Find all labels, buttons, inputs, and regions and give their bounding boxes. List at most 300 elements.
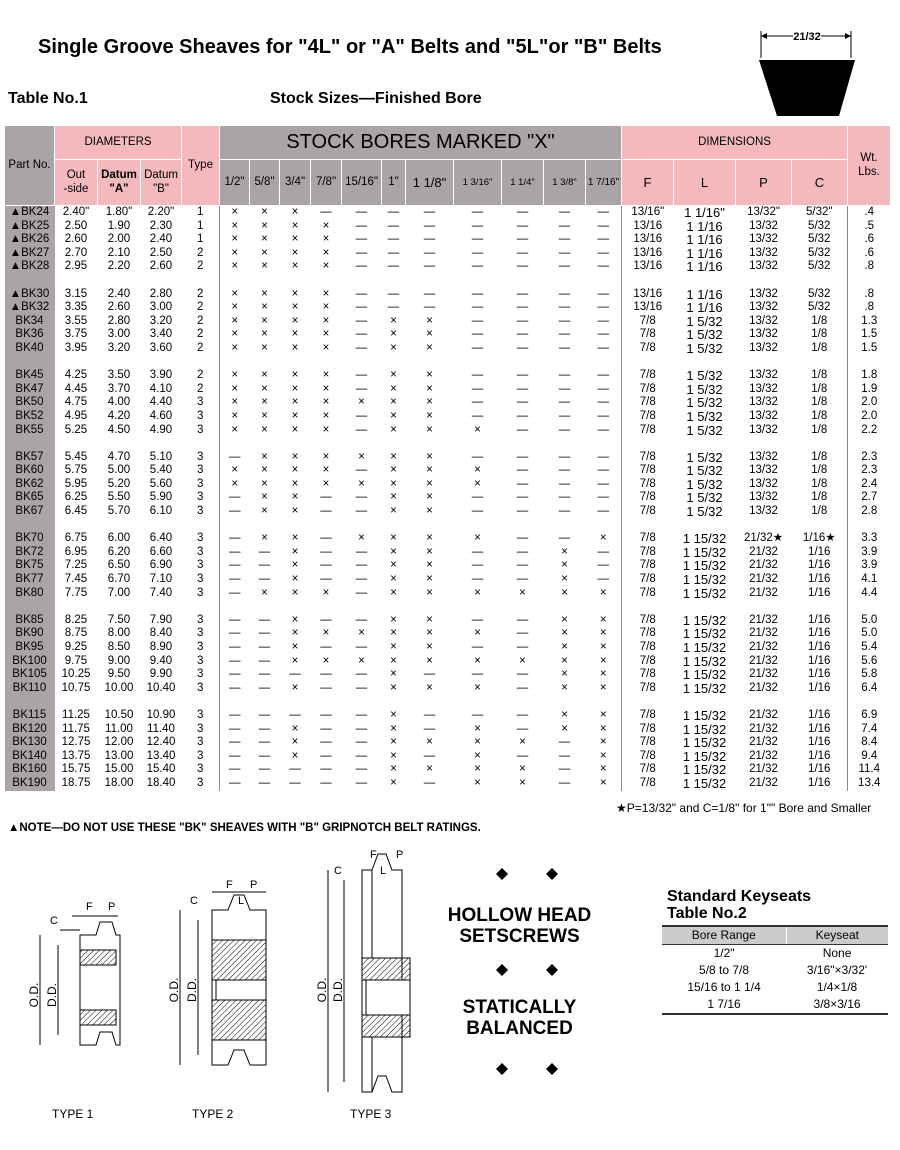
- table-cell: 2.2: [848, 424, 891, 438]
- table-cell: —: [558, 369, 571, 382]
- table-row: [5, 328, 891, 342]
- table-cell: 1/16: [808, 627, 831, 640]
- table-cell: —: [558, 736, 571, 749]
- table-cell: 1 15/32: [682, 708, 727, 723]
- table-cell: —: [597, 464, 609, 477]
- table-cell: 1 5/32: [686, 450, 723, 465]
- table-cell: —: [355, 708, 368, 721]
- table-cell: —: [516, 246, 529, 259]
- table-cell: —: [516, 382, 529, 395]
- table-cell: ×: [261, 287, 268, 300]
- table-cell: 1 5/32: [686, 369, 723, 383]
- table-cell: —: [220, 777, 250, 791]
- table-cell: ×: [322, 301, 330, 314]
- table-cell: —: [597, 219, 609, 232]
- type3-label: TYPE 3: [350, 1107, 392, 1121]
- table-cell: —: [558, 314, 571, 327]
- table-cell: 1.80": [105, 206, 133, 218]
- table-cell: —: [516, 396, 529, 409]
- table-cell: —: [220, 587, 250, 601]
- table-row: [5, 410, 891, 424]
- table-cell: 7/8: [622, 369, 674, 383]
- table-cell: ×: [390, 668, 397, 681]
- table-number: Table No.1: [8, 90, 88, 107]
- table-cell: ×: [220, 342, 250, 356]
- table-cell: ×: [322, 654, 330, 667]
- table-cell: 12.00: [104, 736, 134, 749]
- table-cell: 1 1/16: [686, 287, 723, 302]
- table-cell: ×: [426, 382, 433, 395]
- table-cell: —: [516, 708, 529, 721]
- header-bore: 1/2": [220, 160, 250, 206]
- table-cell: 1/8: [811, 505, 828, 518]
- table-cell: 9.50: [107, 668, 131, 681]
- table-cell: —: [558, 505, 571, 518]
- header-part-no: Part No.: [5, 126, 55, 206]
- table-cell: 5.6: [848, 655, 891, 669]
- bore-range-cell: 1/2": [713, 946, 735, 960]
- table-cell: ×: [426, 423, 433, 436]
- part-number-cell: BK47: [5, 383, 55, 397]
- row-spacer: [5, 519, 891, 533]
- table-cell: 7/8: [622, 464, 674, 478]
- table-cell: —: [220, 655, 250, 669]
- table-cell: —: [558, 396, 571, 409]
- table-cell: ×: [291, 301, 299, 314]
- table-cell: ×: [519, 654, 526, 667]
- table-cell: 1 5/32: [686, 396, 723, 410]
- table-cell: —: [355, 776, 368, 789]
- table-cell: ×: [358, 654, 365, 667]
- table-cell: —: [516, 681, 529, 694]
- table-cell: ×: [220, 424, 250, 438]
- table-cell: ×: [291, 382, 299, 395]
- table-cell: —: [471, 450, 484, 463]
- table-cell: —: [355, 559, 368, 572]
- table-cell: —: [258, 627, 271, 640]
- table-cell: ×: [474, 654, 481, 667]
- table-cell: —: [355, 749, 368, 762]
- table-cell: 13/32: [749, 409, 778, 422]
- table-cell: —: [355, 668, 368, 681]
- table-cell: 1 15/32: [682, 532, 727, 546]
- table-cell: —: [597, 491, 609, 504]
- table-cell: ×: [322, 369, 330, 382]
- table-cell: 1/16: [808, 681, 831, 694]
- table-cell: ×: [358, 396, 365, 409]
- table-cell: ×: [322, 233, 330, 246]
- table-cell: ×: [599, 532, 607, 545]
- table-cell: 3: [197, 573, 204, 586]
- table-cell: 11.00: [105, 722, 133, 735]
- table-cell: ×: [561, 708, 568, 721]
- table-cell: 4.1: [848, 573, 891, 587]
- header-bore: 1 3/16": [454, 160, 502, 206]
- table-cell: —: [355, 314, 368, 327]
- bore-range-cell: 5/8 to 7/8: [699, 963, 750, 977]
- table-cell: —: [387, 287, 400, 300]
- table-cell: 1 15/32: [682, 641, 727, 655]
- table-cell: ×: [390, 641, 397, 653]
- table-cell: 11.40: [147, 722, 175, 735]
- table-row: [5, 451, 891, 465]
- table-cell: 13.00: [104, 749, 134, 762]
- table-cell: —: [220, 614, 250, 628]
- table-cell: 1/16: [808, 776, 831, 789]
- table-cell: 2.10: [107, 246, 131, 259]
- table-cell: 3.00: [149, 301, 173, 314]
- table-cell: —: [423, 233, 436, 246]
- table-cell: ×: [426, 341, 433, 354]
- table-cell: 2: [197, 287, 204, 300]
- table-cell: ×: [390, 450, 397, 463]
- table-cell: —: [387, 219, 400, 232]
- table-cell: ×: [390, 328, 397, 341]
- dd-label: D.D.: [45, 983, 59, 1007]
- table-cell: ×: [291, 654, 299, 667]
- table-cell: 3.55: [64, 314, 88, 327]
- table-cell: ×: [291, 477, 299, 490]
- table-cell: ×: [261, 341, 268, 354]
- table-cell: 21/32: [749, 722, 778, 735]
- table-cell: 1 5/32: [686, 491, 723, 506]
- table-cell: —: [516, 641, 529, 653]
- part-number-cell: BK90: [5, 627, 55, 641]
- table-cell: 7/8: [622, 424, 674, 438]
- table-cell: ×: [426, 654, 433, 667]
- table-cell: —: [516, 301, 529, 314]
- table-cell: —: [558, 450, 571, 463]
- table-cell: —: [471, 396, 484, 409]
- table-cell: 6.95: [64, 545, 88, 558]
- table-cell: 7/8: [622, 451, 674, 465]
- table-cell: —: [320, 736, 332, 749]
- table-cell: ×: [291, 559, 299, 572]
- table-cell: 4.95: [64, 409, 88, 422]
- table-cell: 6.20: [107, 545, 131, 558]
- table-cell: 3.90: [149, 369, 173, 382]
- table-cell: 2: [197, 260, 204, 273]
- table-cell: ×: [390, 681, 397, 694]
- svg-text:C: C: [334, 865, 342, 877]
- table-cell: ×: [291, 722, 299, 735]
- table-cell: ×: [291, 505, 299, 518]
- table-cell: 1/16★: [802, 532, 836, 545]
- table-cell: 2.3: [848, 451, 891, 465]
- table-cell: ×: [261, 409, 268, 422]
- table-row: [5, 763, 891, 777]
- table-cell: —: [558, 287, 571, 300]
- table-cell: ×: [322, 450, 330, 463]
- table-cell: ×: [261, 396, 268, 409]
- table-cell: —: [320, 722, 332, 735]
- table-cell: 7/8: [622, 614, 674, 628]
- table-cell: ×: [561, 627, 568, 640]
- table-cell: —: [597, 301, 609, 314]
- table-cell: 7/8: [622, 546, 674, 560]
- table-cell: —: [471, 613, 484, 626]
- table-cell: —: [471, 219, 484, 232]
- table-cell: .4: [848, 206, 891, 220]
- table-cell: —: [471, 260, 484, 273]
- table-cell: —: [355, 219, 368, 232]
- table-cell: ×: [322, 341, 330, 354]
- row-spacer: [5, 600, 891, 614]
- table-cell: 9.4: [848, 750, 891, 764]
- table-cell: ×: [390, 708, 397, 721]
- table-cell: ×: [220, 464, 250, 478]
- row-spacer: [5, 695, 891, 709]
- type3-diagram: [315, 849, 410, 1121]
- table-cell: 7/8: [622, 641, 674, 655]
- table-cell: 1/16: [808, 545, 831, 558]
- table-cell: ×: [291, 341, 299, 354]
- table-cell: 1/16: [808, 708, 831, 721]
- table-cell: —: [471, 287, 484, 300]
- table-cell: —: [516, 369, 529, 382]
- table-cell: 3.70: [107, 382, 131, 395]
- table-cell: 1 1/16: [686, 246, 723, 261]
- table-cell: ×: [220, 220, 250, 234]
- header-bore: 15/16": [342, 160, 382, 206]
- table-cell: 13/32: [749, 464, 778, 477]
- table-cell: ×: [291, 641, 299, 653]
- table-cell: —: [320, 573, 332, 586]
- table-cell: 21/32: [749, 627, 778, 640]
- table-cell: —: [258, 722, 271, 735]
- table-cell: 13/32: [749, 287, 778, 300]
- table-cell: 7/8: [622, 763, 674, 777]
- part-number-cell: BK60: [5, 464, 55, 478]
- part-number-cell: BK190: [5, 777, 55, 791]
- table-cell: ×: [599, 776, 607, 789]
- row-spacer: [5, 356, 891, 370]
- table-cell: 21/32: [749, 681, 778, 694]
- header-datum-a: Datum "A": [98, 160, 141, 206]
- keyseat-row: [662, 996, 888, 1014]
- table-cell: ×: [474, 464, 481, 477]
- table-cell: 5.0: [848, 627, 891, 641]
- table-cell: ×: [426, 627, 433, 640]
- table-cell: 1/8: [811, 382, 828, 395]
- table-cell: ×: [474, 681, 481, 694]
- table-cell: —: [289, 708, 301, 721]
- table-cell: —: [516, 613, 529, 626]
- table-cell: 3: [197, 613, 204, 626]
- part-number-cell: BK57: [5, 451, 55, 465]
- table-cell: —: [471, 491, 484, 504]
- table-cell: 4.70: [107, 450, 131, 463]
- table-cell: —: [597, 573, 609, 586]
- table-cell: —: [471, 545, 484, 558]
- table-cell: 1/8: [811, 477, 828, 490]
- table-cell: 1 1/16: [686, 301, 723, 315]
- statically-balanced: STATICALLY BALANCED: [462, 997, 577, 1039]
- part-number-cell: ▲BK25: [5, 220, 55, 234]
- table-row: [5, 206, 891, 220]
- table-cell: 1/8: [811, 491, 828, 504]
- table-cell: —: [471, 382, 484, 395]
- table-cell: 21/32: [749, 708, 778, 721]
- part-number-cell: BK120: [5, 723, 55, 737]
- part-number-cell: BK45: [5, 369, 55, 383]
- table-cell: 1.5: [848, 342, 891, 356]
- table-cell: 10.25: [61, 668, 91, 681]
- table-cell: —: [516, 749, 529, 762]
- table-cell: —: [320, 668, 332, 681]
- table-cell: ×: [519, 736, 526, 749]
- table-cell: 7/8: [622, 559, 674, 573]
- table-cell: 2.60: [64, 233, 88, 246]
- table-cell: —: [597, 545, 609, 558]
- table-cell: ×: [390, 763, 397, 776]
- part-number-cell: BK80: [5, 587, 55, 601]
- table-cell: 13/32: [749, 491, 778, 504]
- table-cell: —: [597, 450, 609, 463]
- table-cell: 3.35: [64, 301, 88, 314]
- table-cell: —: [258, 776, 271, 789]
- table-cell: ×: [426, 532, 433, 545]
- part-number-cell: BK67: [5, 505, 55, 519]
- table-cell: —: [355, 613, 368, 626]
- table-cell: —: [597, 314, 609, 327]
- table-cell: 1 15/32: [682, 654, 727, 669]
- table-cell: 1 15/32: [682, 763, 727, 777]
- table-cell: —: [355, 328, 368, 341]
- table-cell: 5/32: [808, 287, 831, 300]
- table-cell: —: [516, 477, 529, 490]
- table-cell: 7/8: [622, 342, 674, 356]
- table-cell: ×: [261, 532, 268, 545]
- table-cell: 1 15/32: [682, 736, 727, 750]
- table-cell: —: [516, 409, 529, 422]
- table-cell: ×: [322, 477, 330, 490]
- svg-text:P: P: [250, 879, 258, 891]
- table-cell: ×: [291, 613, 299, 626]
- table-cell: 2.8: [848, 505, 891, 519]
- table-cell: ×: [291, 206, 299, 218]
- table-row: [5, 233, 891, 247]
- part-number-cell: BK105: [5, 668, 55, 682]
- svg-text:C: C: [50, 915, 58, 927]
- table-cell: 18.40: [146, 776, 176, 789]
- table-cell: —: [597, 559, 609, 572]
- table-cell: .6: [848, 233, 891, 247]
- table-row: [5, 559, 891, 573]
- table-cell: 1/8: [811, 341, 828, 354]
- table-cell: 3: [197, 641, 204, 653]
- table-cell: 10.75: [61, 681, 91, 694]
- table-cell: —: [423, 776, 436, 789]
- part-number-cell: ▲BK26: [5, 233, 55, 247]
- table-cell: —: [355, 505, 368, 518]
- table-cell: 9.75: [64, 654, 88, 667]
- table-cell: 13.4: [848, 777, 891, 791]
- hollow-head-setscrews: HOLLOW HEAD SETSCREWS: [447, 905, 592, 947]
- table-cell: 9.40: [149, 654, 173, 667]
- table-cell: ×: [291, 409, 299, 422]
- table-cell: 1.8: [848, 369, 891, 383]
- sheave-diagrams: [0, 840, 430, 1140]
- table-cell: 3: [197, 654, 204, 667]
- table-cell: ×: [322, 409, 330, 422]
- table-cell: ×: [599, 641, 607, 653]
- table-cell: 3: [197, 776, 204, 789]
- table-row: [5, 383, 891, 397]
- table-cell: ×: [426, 450, 433, 463]
- table-cell: 5/32: [808, 301, 831, 314]
- table-cell: 1 15/32: [682, 586, 727, 601]
- table-cell: 2.70: [64, 246, 88, 259]
- table-cell: ×: [261, 369, 268, 382]
- table-cell: ×: [474, 423, 481, 436]
- table-cell: 13/16: [622, 301, 674, 315]
- table-cell: —: [558, 382, 571, 395]
- table-cell: ×: [291, 369, 299, 382]
- table-cell: 1 15/32: [682, 627, 727, 641]
- table-cell: .5: [848, 220, 891, 234]
- table-cell: ×: [474, 776, 481, 789]
- page-title: Single Groove Sheaves for "4L" or "A" Belts and "5L"or "B" Belts: [38, 36, 662, 58]
- table-cell: 3: [197, 396, 204, 409]
- table-cell: 7/8: [622, 587, 674, 601]
- table-cell: ×: [474, 763, 481, 776]
- table-cell: ×: [426, 613, 433, 626]
- table-cell: —: [220, 750, 250, 764]
- part-number-cell: BK65: [5, 491, 55, 505]
- table-cell: ×: [426, 464, 433, 477]
- table-cell: 5.90: [149, 491, 173, 504]
- table-cell: 5.20: [107, 477, 131, 490]
- table-cell: .8: [848, 301, 891, 315]
- header-bore: 3/4": [280, 160, 311, 206]
- table-cell: 1 1/16: [686, 233, 723, 247]
- table-row: [5, 723, 891, 737]
- table-cell: —: [558, 776, 571, 789]
- table-cell: ×: [358, 477, 365, 490]
- table-cell: ×: [474, 532, 481, 545]
- table-cell: 12.75: [61, 736, 91, 749]
- keyseat-cell: 1/4×1/8: [816, 980, 858, 994]
- table-cell: 1 15/32: [682, 749, 727, 764]
- table-cell: ×: [561, 545, 568, 558]
- svg-text:O.D.: O.D.: [167, 977, 181, 1003]
- table-cell: 4.75: [64, 396, 88, 409]
- table-cell: 7/8: [622, 315, 674, 329]
- header-type: Type: [182, 126, 220, 206]
- table-cell: 3: [197, 763, 204, 776]
- table-cell: —: [423, 287, 436, 300]
- table-cell: —: [355, 423, 368, 436]
- table-row: [5, 736, 891, 750]
- table-cell: 1/8: [811, 328, 828, 341]
- table-row: [5, 777, 891, 791]
- table-cell: ×: [322, 464, 330, 477]
- table-cell: 4.60: [149, 409, 173, 422]
- table-cell: 1 15/32: [682, 573, 727, 587]
- table-cell: 7/8: [622, 627, 674, 641]
- table-cell: 3: [197, 464, 204, 477]
- table-cell: 13/32": [747, 206, 780, 218]
- table-cell: ×: [390, 491, 397, 504]
- table-cell: ×: [561, 654, 568, 667]
- table-cell: 7.75: [64, 586, 88, 599]
- star-footnote: ★P=13/32" and C=1/8" for 1"" Bore and Smaller: [616, 801, 872, 815]
- table-row: [5, 546, 891, 560]
- table-cell: ×: [426, 763, 433, 776]
- table-cell: —: [471, 233, 484, 246]
- table-cell: 3.9: [848, 559, 891, 573]
